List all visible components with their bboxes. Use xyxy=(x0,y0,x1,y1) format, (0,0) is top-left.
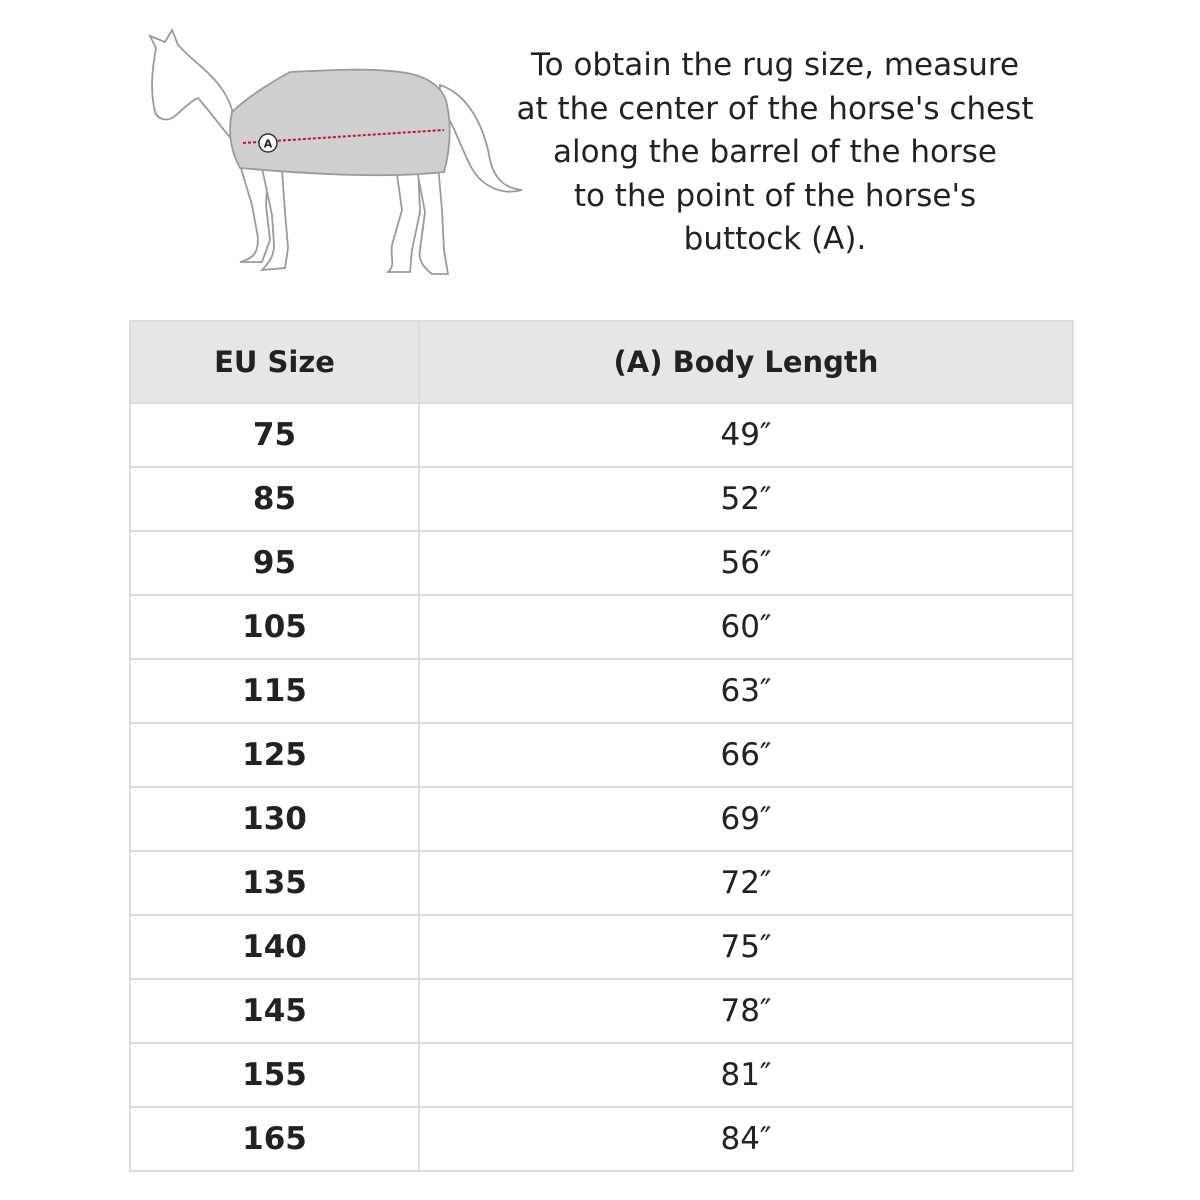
instruction-line: to the point of the horse's xyxy=(573,177,977,214)
table-row xyxy=(130,403,1073,467)
eu-size-cell: 95 xyxy=(130,531,419,595)
instruction-line: at the center of the horse's chest xyxy=(516,90,1034,127)
measurement-marker-label: A xyxy=(263,137,273,151)
instruction-line: along the barrel of the horse xyxy=(552,134,997,170)
instruction-line: To obtain the rug size, measure xyxy=(530,47,1020,83)
body-length-cell: 75″ xyxy=(419,915,1073,979)
measuring-instructions xyxy=(500,44,1050,262)
body-length-cell: 63″ xyxy=(419,659,1073,723)
table-row xyxy=(130,723,1073,787)
body-length-cell: 84″ xyxy=(419,1107,1073,1171)
table-row xyxy=(130,531,1073,595)
body-length-cell: 66″ xyxy=(419,723,1073,787)
table-row xyxy=(130,1043,1073,1107)
eu-size-cell: 85 xyxy=(130,467,419,531)
eu-size-cell: 75 xyxy=(130,403,419,467)
body-length-cell: 69″ xyxy=(419,787,1073,851)
eu-size-cell: 140 xyxy=(130,915,419,979)
eu-size-cell: 155 xyxy=(130,1043,419,1107)
eu-size-cell: 115 xyxy=(130,659,419,723)
body-length-cell: 52″ xyxy=(419,467,1073,531)
body-length-cell: 56″ xyxy=(419,531,1073,595)
body-length-cell: 49″ xyxy=(419,403,1073,467)
eu-size-cell: 165 xyxy=(130,1107,419,1171)
instruction-line: buttock (A). xyxy=(683,221,867,257)
column-header-body-length: (A) Body Length xyxy=(419,321,1073,403)
horse-hind-legs xyxy=(388,160,420,272)
table-row xyxy=(130,1107,1073,1171)
eu-size-cell: 130 xyxy=(130,787,419,851)
table-row xyxy=(130,659,1073,723)
table-row xyxy=(130,851,1073,915)
table-row xyxy=(130,915,1073,979)
body-length-cell: 81″ xyxy=(419,1043,1073,1107)
size-chart-table xyxy=(129,320,1074,1172)
eu-size-cell: 135 xyxy=(130,851,419,915)
eu-size-cell: 125 xyxy=(130,723,419,787)
body-length-cell: 72″ xyxy=(419,851,1073,915)
horse-head xyxy=(150,30,232,140)
table-row xyxy=(130,467,1073,531)
table-header-row xyxy=(130,321,1073,403)
eu-size-cell: 145 xyxy=(130,979,419,1043)
body-length-cell: 78″ xyxy=(419,979,1073,1043)
table-row xyxy=(130,979,1073,1043)
horse-rug xyxy=(230,70,450,176)
body-length-cell: 60″ xyxy=(419,595,1073,659)
horse-rug-diagram xyxy=(140,20,530,290)
table-row xyxy=(130,787,1073,851)
column-header-eu-size: EU Size xyxy=(130,321,419,403)
table-row xyxy=(130,595,1073,659)
eu-size-cell: 105 xyxy=(130,595,419,659)
